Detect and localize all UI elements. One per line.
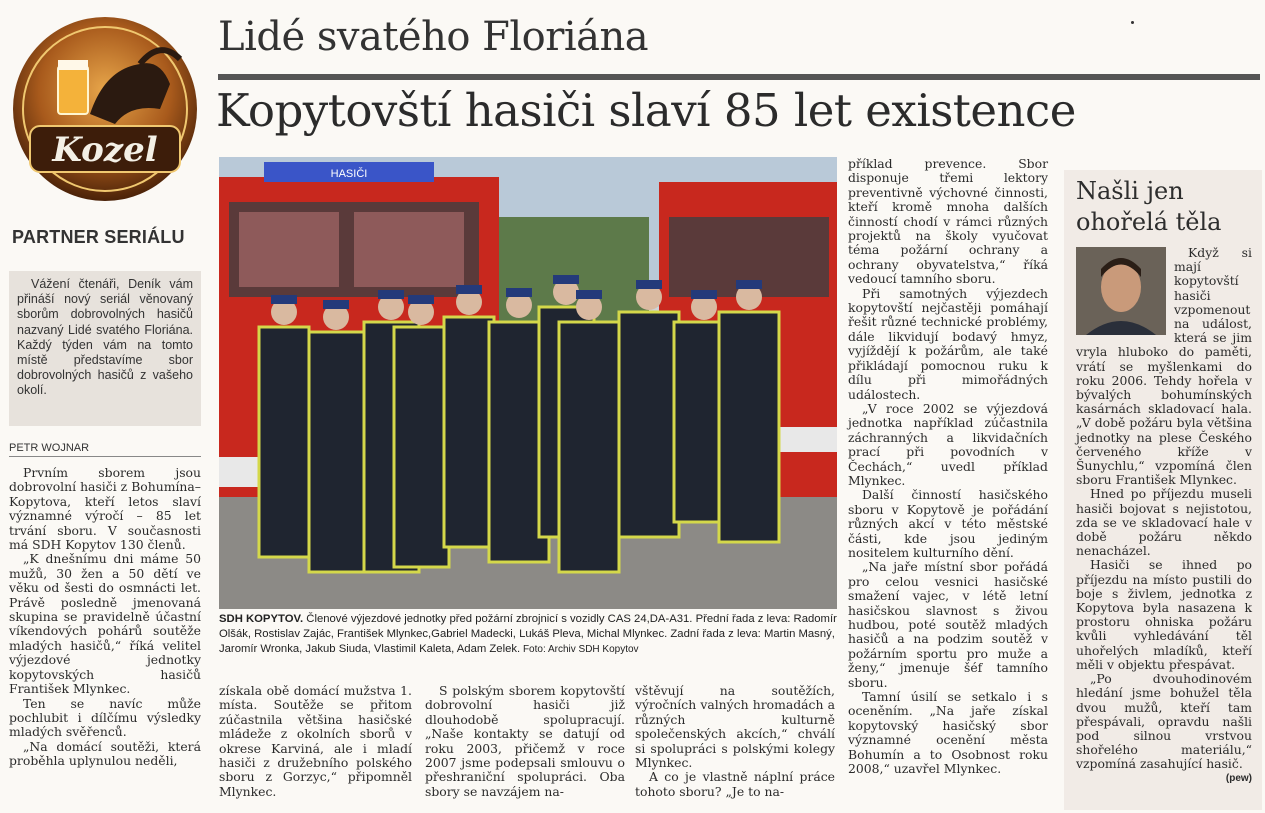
paragraph: získala obě domácí mužstva 1. místa. Soutěže se přitom zúčastnila většina hasičské mládeže z okolních sborů v okrese Karviná, ale i mladí hasiči z družebního polského sboru z Gorzyc,“ připomněl Mlynkec. — [219, 683, 412, 799]
paragraph — [1076, 671, 1252, 784]
portrait-icon — [1076, 247, 1166, 335]
section-rule — [218, 74, 1260, 80]
column-2 — [219, 684, 412, 799]
paragraph: vštěvují na soutěžích, výročních valných hromadách a různých kulturně společenských akcích,“ chválí si spolupráci s polskými kolegy Mlynkec. — [635, 683, 835, 771]
paragraph: Hasiči se ihned po příjezdu na místo pustili do boje s živlem, jednotka z Kopytova byla nasazena k prostoru ohniska požáru kvůli vyhledávání těl uhořelých mladíků, kteří měli v objektu přespávat. — [1076, 557, 1252, 672]
caption-text: Členové výjezdové jednotky před požární zbrojnicí s vozidly CAS 24,DA-A31. Přední řada z leva: Radomír Olšák, Rostislav Zajác, František Mlynkec,Gabriel Madecki, Lukáš Pleva, Michal Mlynkec. Zadní řada z leva: Martin Masný, Jaromír Wronka, Jakub Siuda, Vlastimil Kaleta, Adam Zelek. — [219, 613, 837, 655]
section-title: Lidé svatého Floriána — [218, 14, 649, 60]
firefighters-photo — [219, 157, 837, 609]
paragraph: S polským sborem kopytovští dobrovolní hasiči již dlouhodobě spolupracují. „Naše kontakty se datují od roku 2003, přičemž v roce 2007 jsme podepsali smlouvu o přeshraniční spolupráci. Oba sbory se navzájem na- — [425, 683, 625, 799]
paragraph: Ten se navíc může pochlubit i dílčímu výsledky mladých svěřenců. — [9, 695, 201, 740]
dot-mark — [1131, 21, 1134, 24]
intro-box — [9, 271, 201, 426]
column-4 — [635, 684, 835, 799]
author-signature: (pew) — [1225, 772, 1252, 784]
paragraph: Prvním sborem jsou dobrovolní hasiči z Bohumína–Kopytova, kteří letos slaví významné výročí – 85 let trvání sboru. V současnosti má SDH Kopytov 130 členů. — [9, 465, 201, 553]
logo-brand-text: Kozel — [52, 130, 158, 170]
column-5 — [848, 157, 1048, 776]
sidebar-title: Našli jen ohořelá těla — [1076, 177, 1222, 236]
paragraph: „Na domácí soutěži, která proběhla uplynulou neděli, — [9, 738, 201, 769]
caption-credit: Foto: Archiv SDH Kopytov — [520, 644, 639, 655]
paragraph: příklad prevence. Sbor disponuje třemi lektory preventivně výchovné činnosti, kteří kromě mnoha dalších činností chodí v rámci různých projektů na školy vyučovat téma požární ochrany a ochrany obyvatelstva,“ říká vedoucí tamního sboru. — [848, 156, 1048, 287]
caption-lead: SDH KOPYTOV. — [219, 613, 304, 625]
paragraph: „V roce 2002 se výjezdová jednotka například zúčastnila záchranných a likvidačních prací při povodních v Čechách,“ uvedl příklad Mlynkec. — [848, 400, 1048, 488]
paragraph: Další činností hasičského sboru v Kopytově je pořádání různých akcí v této městské části, kde jsou jediným nositelem kulturního dění. — [848, 487, 1048, 560]
paragraph: „K dnešnímu dni máme 50 mužů, 30 žen a 50 dětí ve věku od šesti do osmnácti let. Právě posledně jmenovaná skupina se pravidelně účastní víkendových pohárů soutěže mladých hasičů,“ říká velitel výjezdové jednotky kopytovských hasičů František Mlynkec. — [9, 551, 201, 697]
truck-label: HASIČI — [330, 168, 368, 180]
paragraph-text: „Po dvouhodinovém hledání jsme bohužel těla dvou mužů, kteří tam přespávali, opravdu našli pod silnou vrstvou shořelého materiálu,“ vzpomíná zasahující hasič. — [1076, 671, 1252, 772]
paragraph: Tamní úsilí se setkalo i s oceněním. „Na jaře získal kopytovský hasičský sbor významné ocenění města Bohumín a to Osobnost roku 2008,“ uzavřel Mlynkec. — [848, 689, 1048, 777]
paragraph: A co je vlastně náplní práce tohoto sboru? „Je to na- — [635, 769, 835, 799]
paragraph: Když si mají kopytovští hasiči vzpomenout na událost, která se jim vryla hluboko do paměti, vrátí se myšlenkami do roku 2006. Tehdy hořela v bývalých bohumínských kasárnách skladovací hala. „V době požáru byla většina jednotky na plese Českého červeného kříže v Šunychlu,“ vzpomíná člen sboru František Mlynkec. — [1076, 245, 1252, 488]
author-byline: PETR WOJNAR — [9, 442, 201, 457]
kozel-logo-icon — [10, 14, 200, 204]
column-3 — [425, 684, 625, 799]
intro-text: Vážení čtenáři, Deník vám přináší nový seriál věnovaný sborům dobrovolných hasičů nazvaný Lidé svatého Floriána. Každý týden vám na tomto místě představíme sbor dobrovolných hasičů z vašeho okolí. — [17, 277, 193, 398]
paragraph: Hned po příjezdu museli hasiči bojovat s nejistotou, zda se ve skladovací hale v době požáru někdo nenacházel. — [1076, 486, 1252, 559]
column-1 — [9, 466, 201, 769]
partner-label: PARTNER SERIÁLU — [12, 227, 185, 247]
headline: Kopytovští hasiči slaví 85 let existence — [216, 84, 1076, 137]
paragraph: „Na jaře místní sbor pořádá pro celou vesnici hasičské smažení vajec, v létě letní hasičskou slavnost s živou hudbou, poté soutěž mladých hasičů a na podzim soutěž v požárním sportu pro muže a ženy,“ jmenuje šéf tamního sboru. — [848, 559, 1048, 690]
paragraph: Při samotných výjezdech kopytovští nejčastěji pomáhají řešit různé technické problémy, dále likvidují bodavý hmyz, vyjíždějí k požárům, ale také přikládají pomocnou ruku k dílu při mimořádných událostech. — [848, 285, 1048, 402]
photo-caption — [219, 612, 837, 657]
